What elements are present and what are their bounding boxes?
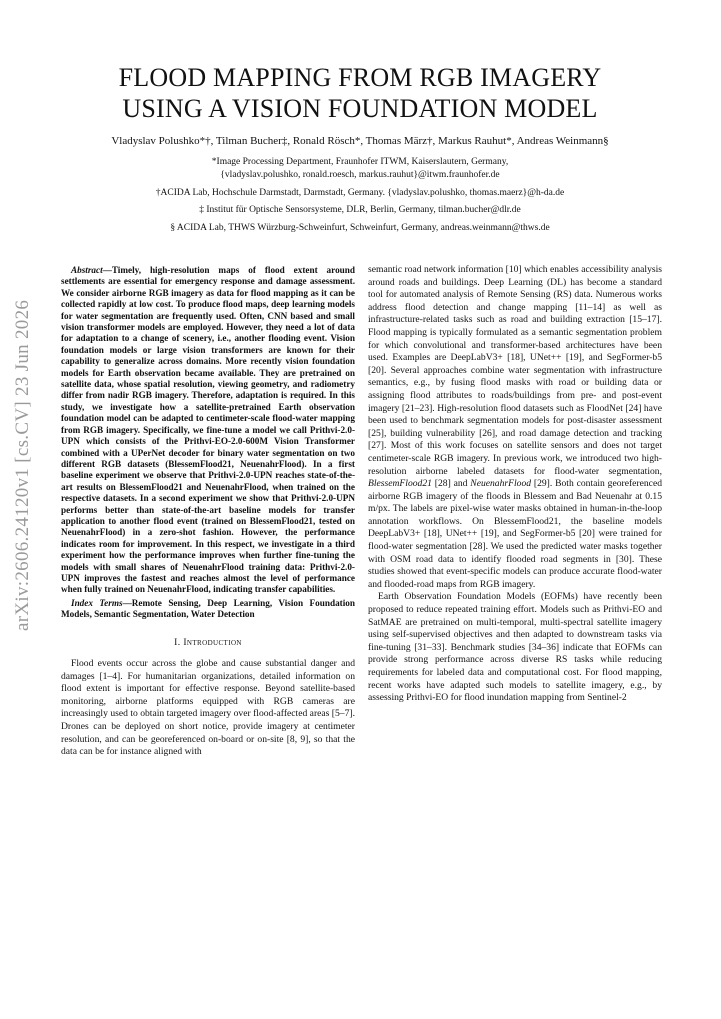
right-column — [368, 264, 662, 705]
title-line-2: USING A VISION FOUNDATION MODEL — [122, 94, 598, 123]
abstract-lead: Abstract — [71, 265, 103, 275]
right-paragraph-1-mid: [28] and — [431, 478, 471, 490]
author-list: Vladyslav Polushko*†, Tilman Bucher‡, Ronald Rösch*, Thomas März†, Markus Rauhut*, Andreas Weinmann§ — [111, 135, 609, 147]
index-terms — [61, 598, 355, 621]
dataset-name-blessemflood21: BlessemFlood21 — [368, 478, 432, 490]
title-line-1: FLOOD MAPPING FROM RGB IMAGERY — [118, 63, 602, 92]
affiliation-2: †ACIDA Lab, Hochschule Darmstadt, Darmstadt, Germany. {vladyslav.polushko, thomas.maerz}@h-da.de — [155, 188, 565, 198]
affiliation-1-emails: {vladyslav.polushko, ronald.roesch, markus.rauhut}@itwm.fraunhofer.de — [220, 170, 500, 180]
right-paragraph-1 — [368, 264, 662, 591]
index-terms-lead: Index Terms — [71, 597, 123, 608]
abstract — [61, 265, 355, 596]
affiliation-1: *Image Processing Department, Fraunhofer ITWM, Kaiserslautern, Germany, — [211, 157, 509, 167]
right-paragraph-2: Earth Observation Foundation Models (EOFMs) have recently been proposed to reduce repeated training effort. Models such as Prithvi-EO and SatMAE are pretrained on multi-temporal, multi-spectral satellite imagery using self-supervised objectives and then adapted to downstream tasks via fine-tuning [31–33]. Benchmark studies [34–36] indicate that EOFMs can provide strong performance across diverse RS tasks while reducing requirements for labeled data and computational cost. For flood mapping, recent works have adapted such models to satellite imagery, e.g., by assessing Prithvi-EO for flood inundation mapping from Sentinel-2 — [368, 591, 662, 704]
section-heading-introduction: I. Introduction — [174, 636, 242, 648]
index-terms-body: —Remote Sensing, Deep Learning, Vision Foundation Models, Semantic Segmentation, Water Detection — [61, 597, 355, 620]
dataset-name-neuenahrflood: NeuenahrFlood — [470, 478, 532, 490]
left-column — [61, 265, 355, 759]
right-paragraph-1-end: [29]. Both contain georeferenced airborne RGB imagery of the floods in Blessem and Bad Neuenahr at 0.15 m/px. The labels are pixel-wise water masks obtained in human-in-the-loop annotation workflows. On BlessemFlood21, the baseline models DeepLabV3+ [18], UNet++ [19], and SegFormer-b5 [20] were trained for flood-water segmentation [28]. We used the predicted water masks together with OSM road data to identify flooded road segments in [30]. These studies showed that event-specific models can produce accurate flood-water and flooded-road maps from RGB imagery. — [368, 478, 662, 590]
right-paragraph-1-text: semantic road network information [10] which enables accessibility analysis around roads and buildings. Deep Learning (DL) has become a standard tool for automated analysis of Remote Sensing (RS) data. Numerous works address flood detection and change mapping [11–14] as well as infrastructure-related tasks such as road and building extraction [15–17]. Flood mapping is typically formulated as a semantic segmentation problem for which convolutional and transformer-based architectures have been used. Examples are DeepLabV3+ [18], UNet++ [19], and SegFormer-b5 [20]. Several approaches combine water segmentation with infrastructure semantics, e.g., by fusing flood masks with road or building data or assigning flood attributes to roads/buildings from pre- and post-event imagery [21–23]. High-resolution flood datasets such as FloodNet [24] have been used to benchmark segmentation models for post-disaster assessment [25], building vulnerability [26], and road damage detection and tracking [27]. Most of this work focuses on satellite sensors and does not target centimeter-scale RGB imagery. In previous work, we introduced two high-resolution airborne labeled datasets for flood-water segmentation, — [368, 264, 662, 477]
affiliation-4: § ACIDA Lab, THWS Würzburg-Schweinfurt, Schweinfurt, Germany, andreas.weinmann@thws.de — [170, 223, 550, 233]
arxiv-identifier: arXiv:2606.24120v1 [cs.CV] 23 Jun 2026 — [12, 299, 33, 631]
intro-paragraph-1: Flood events occur across the globe and cause substantial danger and damages [1–4]. For humanitarian organizations, detailed information on flood extent is important for effective response. Beyond satellite-based monitoring, airborne platforms equipped with RGB cameras are increasingly used to obtain targeted imagery over flood-affected areas [5–7]. Drones can be deployed on short notice, provide imagery at centimeter resolution, and can be georeferenced on-board or on-site [8, 9], so that the data can be for instance aligned with — [61, 658, 355, 758]
affiliation-3: ‡ Institut für Optische Sensorsysteme, DLR, Berlin, Germany, tilman.bucher@dlr.de — [199, 205, 521, 215]
abstract-body: —Timely, high-resolution maps of flood extent around settlements are essential for emergency response and damage assessment. We consider airborne RGB imagery as data for flood mapping as it can be collected rapidly at low cost. To produce flood maps, deep learning models for water segmentation are frequently used. Often, CNN based and small vision transformer models are employed. However, they need a lot of data for adaptation to a change of scenery, i.e., another flooding event. Vision foundation models or large vision transformers are known for their capability to generalize across domains. More recently vision foundation models for Earth observation became available. They are pretrained on satellite data, whose spatial resolution, viewing geometry, and radiometry differ from nadir RGB imagery. Therefore, adaptation is required. In this study, we investigate how a satellite-pretrained Earth observation foundation model can be adapted to centimeter-scale flood-water mapping from RGB imagery. Specifically, we fine-tune a model we call Prithvi-2.0-UPN which consists of the Prithvi-EO-2.0-600M Vision Transformer combined with a UPerNet decoder for binary water segmentation on two different RGB datasets (BlessemFlood21, NeuenahrFlood). In a first baseline experiment we observe that Prithvi-2.0-UPN reaches state-of-the-art results on BlessemFlood21 and NeuenahrFlood, when trained on the respective datasets. In a second experiment we show that Prithvi-2.0-UPN performs better than state-of-the-art baseline models for transfer application to another flood event (trained on BlessemFlood21, tested on NeuenahrFlood) in a zero-shot fashion. However, the performance indicates room for improvement. In this respect, we investigate in a third experiment how the performance improves when further fine-tuning the models with small shares of NeuenahrFlood training data: Prithvi-2.0-UPN improves the fastest and reaches almost the level of performance when fully trained on NeuenahrFlood, indicating transfer capabilities. — [61, 265, 355, 595]
paper-title — [60, 62, 660, 124]
